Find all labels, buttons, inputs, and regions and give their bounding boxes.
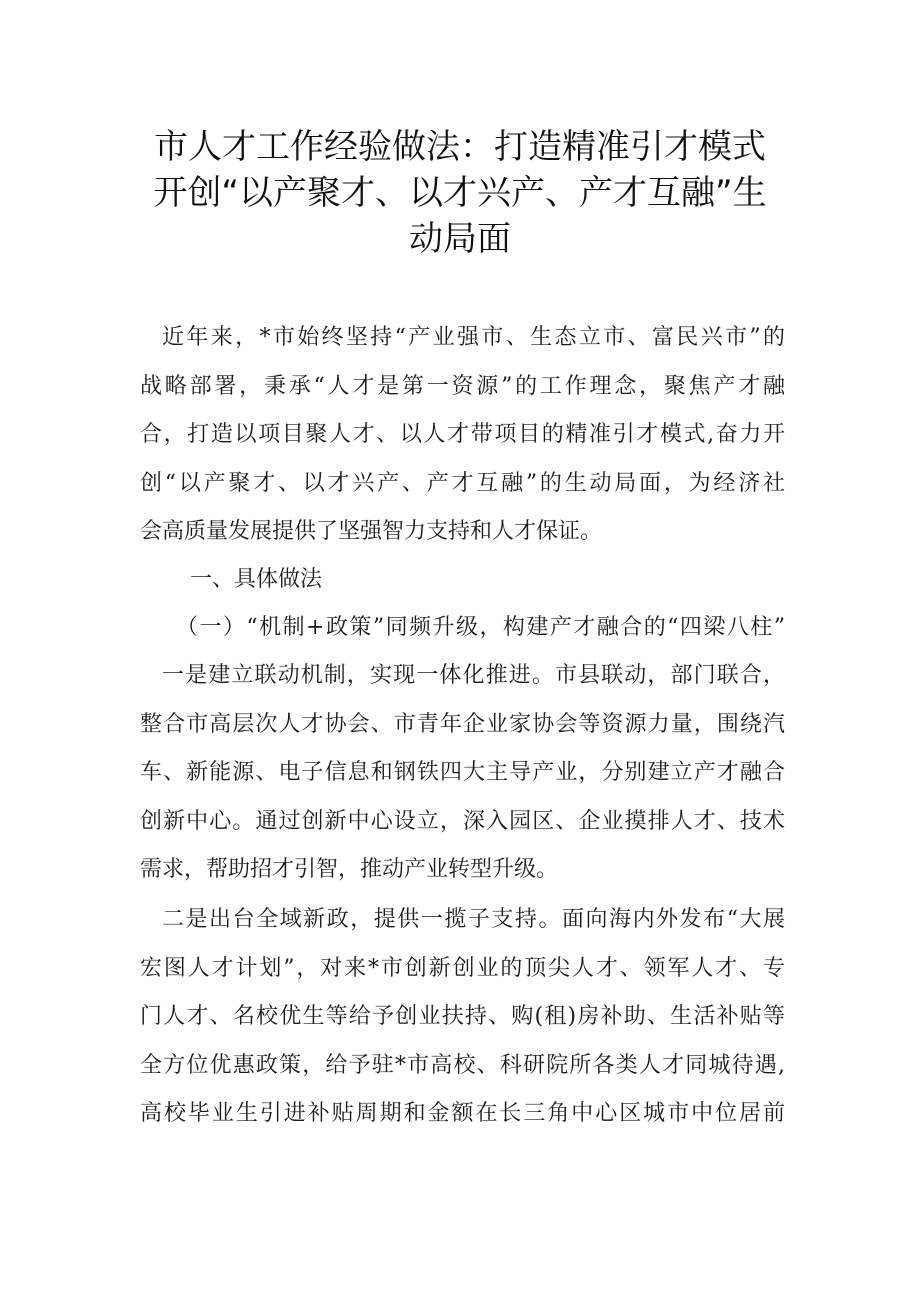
paragraph-line: 整合市高层次人才协会、市青年企业家协会等资源力量，围绕汽 (140, 711, 785, 737)
paragraph-line: 战略部署，秉承“人才是第一资源”的工作理念，聚焦产才融 (140, 373, 785, 399)
paragraph-line: 合，打造以项目聚人才、以人才带项目的精准引才模式,奋力开 (140, 422, 785, 447)
paragraph-line: 创“以产聚才、以才兴产、产才互融”的生动局面，为经济社 (140, 470, 785, 496)
title-line: 动局面 (409, 219, 511, 259)
paragraph-line: 近年来，*市始终坚持“产业强市、生态立市、富民兴市”的 (162, 325, 785, 350)
paragraph-line: 需求，帮助招才引智，推动产业转型升级。 (140, 857, 559, 882)
section-heading (140, 556, 785, 605)
paragraph-line: 宏图人才计划”，对来*市创新创业的顶尖人才、领军人才、专 (140, 955, 785, 981)
intro-paragraph (140, 314, 785, 557)
title-line: 市人才工作经验做法：打造精准引才模式 (154, 127, 766, 167)
document-title (120, 124, 800, 262)
paragraph-line: 门人才、名校优生等给予创业扶持、购(租)房补助、生活补贴等 (140, 1004, 785, 1029)
paragraph-line: 创新中心。通过创新中心设立，深入园区、企业摸排人才、技术 (140, 808, 785, 834)
paragraph-line: 一是建立联动机制，实现一体化推进。市县联动，部门联合， (162, 663, 785, 688)
subsection-heading (140, 604, 785, 653)
paragraph-policy (140, 896, 785, 1139)
paragraph-line: 二是出台全域新政，提供一揽子支持。面向海内外发布“大展 (162, 907, 785, 932)
subsection-heading-text: （一）“机制+政策”同频升级，构建产才融合的“四梁八柱” (176, 615, 785, 640)
paragraph-line: 全方位优惠政策，给予驻*市高校、科研院所各类人才同城待遇, (140, 1052, 785, 1078)
paragraph-mechanism (140, 652, 785, 895)
title-line: 开创“以产聚才、以才兴产、产才互融”生 (153, 173, 767, 213)
paragraph-line: 高校毕业生引进补贴周期和金额在长三角中心区城市中位居前 (140, 1101, 785, 1126)
section-heading-text: 一、具体做法 (190, 567, 323, 592)
paragraph-line: 车、新能源、电子信息和钢铁四大主导产业，分别建立产才融合 (140, 760, 785, 785)
paragraph-line: 会高质量发展提供了坚强智力支持和人才保证。 (140, 519, 603, 544)
